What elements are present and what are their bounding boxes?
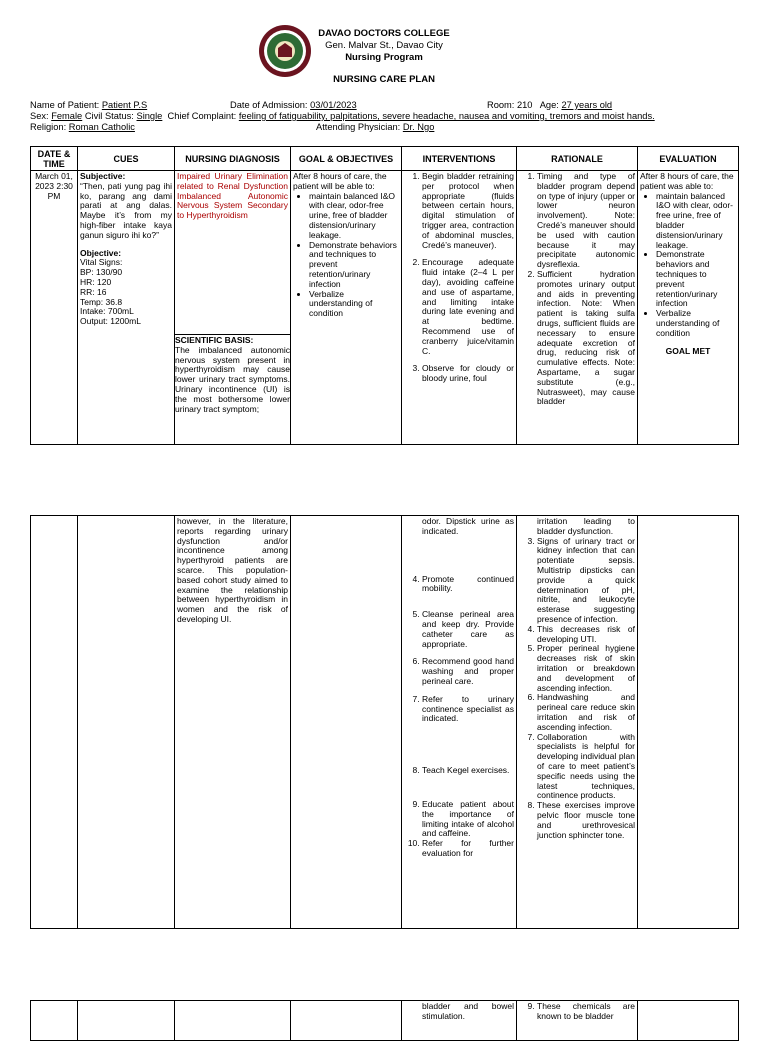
patient-info-row-2: Sex: Female Civil Status: Single Chief Complaint: feeling of fatiguability, palpitations, severe headache, nausea and vomiting, tremors and moist hands. [30, 111, 655, 121]
subjective-label: Subjective: [80, 171, 126, 181]
scientific-basis-continued: however, in the literature, reports regarding urinary dysfunction and/or incontinence among hyperthyroid patients are scarce. This population-based cohort study aimed to examine the relationship between hyperthyroidism in women and the risk of developing UI. [175, 516, 291, 929]
care-plan-table-page-3 [30, 1000, 739, 1041]
rationale-cell [517, 171, 638, 445]
goal-intro: After 8 hours of care, the patient will be able to: [293, 171, 387, 191]
rationale-cell [517, 516, 638, 929]
evaluation-item: • Verbalize understanding of condition [656, 309, 736, 338]
intervention-item: 1. Begin bladder retraining per protocol when appropriate (fluids between certain hours, digital stimulation of trigger area, contraction of abdominal muscles, Credé’s maneuver). [422, 172, 514, 250]
table-row [31, 1001, 739, 1041]
table-row [31, 516, 739, 929]
table-header-row [31, 147, 739, 171]
rationale-continued: irritation leading to bladder dysfunction. [537, 516, 635, 536]
college-name: DAVAO DOCTORS COLLEGE [318, 28, 450, 39]
patient-info-row-1: Name of Patient: Patient P.S [30, 100, 148, 110]
date-time-cell [31, 1001, 78, 1041]
col-header-evaluation: EVALUATION [638, 147, 739, 171]
col-header-rationale: RATIONALE [517, 147, 638, 171]
intervention-item: 9. Educate patient about the importance of limiting intake of alcohol and caffeine. [422, 800, 514, 839]
rationale-item: 8. These exercises improve pelvic floor muscle tone and urethrovesical junction sphincter tone. [537, 801, 635, 840]
religion: Religion: Roman Catholic [30, 122, 135, 132]
program-name: Nursing Program [345, 52, 423, 63]
evaluation-cell [638, 171, 739, 445]
diagnosis-cell [175, 171, 291, 445]
col-header-goals: GOAL & OBJECTIVES [291, 147, 402, 171]
document-title: NURSING CARE PLAN [333, 74, 435, 85]
cues-cell [78, 516, 175, 929]
scientific-basis-label: SCIENTIFIC BASIS: [175, 335, 254, 345]
vital-sign: Vital Signs: [80, 257, 123, 268]
col-header-diagnosis: NURSING DIAGNOSIS [175, 147, 291, 171]
col-header-cues: CUES [78, 147, 175, 171]
evaluation-cell [638, 516, 739, 929]
goal-item: • Verbalize understanding of condition [309, 290, 399, 319]
goal-item: • Demonstrate behaviors and techniques to prevent retention/urinary infection [309, 241, 399, 290]
rationale-item: 1. Timing and type of bladder program depend on type of injury (upper or lower neuron involvement). Note: Credé’s maneuver should be used with caution because it may precipitate autonomic dysreflexia. [537, 172, 635, 270]
col-header-date-time: DATE & TIME [31, 147, 78, 171]
rationale-item: 6. Handwashing and perineal care reduce skin irritation and risk of ascending infection. [537, 693, 635, 732]
rationale-item: 7. Collaboration with specialists is helpful for developing individual plan of care to meet patient’s specific needs using the latest techniques, continence products. [537, 733, 635, 802]
rationale-item: 5. Proper perineal hygiene decreases risk of skin irritation or breakdown and development of ascending infection. [537, 644, 635, 693]
vital-sign: BP: 130/90 [80, 267, 123, 278]
date-time-cell [31, 516, 78, 929]
date-time-cell: March 01, 2023 2:30 PM [31, 171, 78, 445]
intervention-item: 4. Promote continued mobility. [422, 575, 514, 595]
vital-sign: Output: 1200mL [80, 316, 141, 327]
interventions-cell [402, 516, 517, 929]
rationale-item: 2. Sufficient hydration promotes urinary output and aids in preventing infection. Note: When patient is taking sulfa drugs, sufficient fluids are necessary to ensure adequate excretion of drug, reducing risk of cumulative effects. Note: Aspartame, a sugar substitute (e.g., Nutrasweet), may cause bladder [537, 270, 635, 407]
intervention-item: 6. Recommend good hand washing and proper perineal care. [422, 657, 514, 686]
vital-sign: Temp: 36.8 [80, 296, 123, 307]
diagnosis-cell [175, 1001, 291, 1041]
vital-sign: HR: 120 [80, 276, 112, 287]
scientific-basis [175, 334, 291, 415]
col-header-interventions: INTERVENTIONS [402, 147, 517, 171]
intervention-item: 5. Cleanse perineal area and keep dry. Provide catheter care as appropriate. [422, 610, 514, 649]
room-age: Room: 210 Age: 27 years old [487, 100, 613, 110]
rationale-item: 4. This decreases risk of developing UTI. [537, 625, 635, 645]
nursing-diagnosis-text: Impaired Urinary Elimination related to Renal Dysfunction Imbalanced Autonomic Nervous System Secondary to Hyperthyroidism [177, 171, 288, 221]
vital-sign: RR: 16 [80, 286, 107, 297]
intervention-continued: odor. Dipstick urine as indicated. [422, 516, 514, 536]
intervention-continued: bladder and bowel stimulation. [422, 1001, 514, 1021]
attending-physician: Attending Physician: Dr. Ngo [316, 122, 435, 132]
cues-cell [78, 1001, 175, 1041]
care-plan-table-page-2 [30, 515, 739, 929]
scientific-basis-text: The imbalanced autonomic nervous system present in hyperthyroidism may cause lower urinary tract symptoms. Urinary incontinence (UI) is the most bothersome lower urinary tract symptom; [175, 344, 290, 414]
care-plan-table-page-1 [30, 146, 739, 445]
objective-label: Objective: [80, 247, 122, 258]
evaluation-item: • Demonstrate behaviors and techniques to prevent retention/urinary infection [656, 250, 736, 309]
rationale-item: 9. These chemicals are known to be bladder [537, 1002, 635, 1022]
college-address: Gen. Malvar St., Davao City [325, 40, 443, 51]
interventions-cell [402, 171, 517, 445]
admission-date: Date of Admission: 03/01/2023 [230, 100, 357, 110]
vital-sign: Intake: 700mL [80, 306, 134, 317]
intervention-item: 10. Refer for further evaluation for [422, 839, 514, 859]
goals-cell [291, 516, 402, 929]
cues-cell [78, 171, 175, 445]
rationale-cell [517, 1001, 638, 1041]
intervention-item: 7. Refer to urinary continence specialist as indicated. [422, 695, 514, 724]
intervention-item: 8. Teach Kegel exercises. [422, 766, 514, 776]
evaluation-intro: After 8 hours of care, the patient was able to: [640, 171, 734, 191]
interventions-cell [402, 1001, 517, 1041]
goal-item: • maintain balanced I&O with clear, odor-free urine, free of bladder distension/urinary leakage. [309, 192, 399, 241]
rationale-item: 3. Signs of urinary tract or kidney infection that can potentiate sepsis. Multistrip dipsticks can provide a quick determination of pH, nitrite, and leukocyte esterase suggesting presence of infection. [537, 537, 635, 625]
intervention-item: 2. Encourage adequate fluid intake (2–4 L per day), avoiding caffeine and use of aspartame, and limiting intake during late evening and at bedtime. Recommend use of cranberry juice/vitamin C. [422, 258, 514, 356]
intervention-item: 3. Observe for cloudy or bloody urine, foul [422, 364, 514, 384]
evaluation-cell [638, 1001, 739, 1041]
table-row [31, 171, 739, 445]
goals-cell [291, 1001, 402, 1041]
evaluation-item: • maintain balanced I&O with clear, odor-free urine, free of bladder distension/urinary leakage. [656, 192, 736, 251]
goals-cell [291, 171, 402, 445]
subjective-text: “Then, pati yung pag ihi ko, parang ang dami parati at ang dalas. Maybe it’s from my high-fiber intake kaya ganun siguro ihi ko?” [80, 180, 172, 240]
goal-status: GOAL MET [665, 345, 711, 356]
